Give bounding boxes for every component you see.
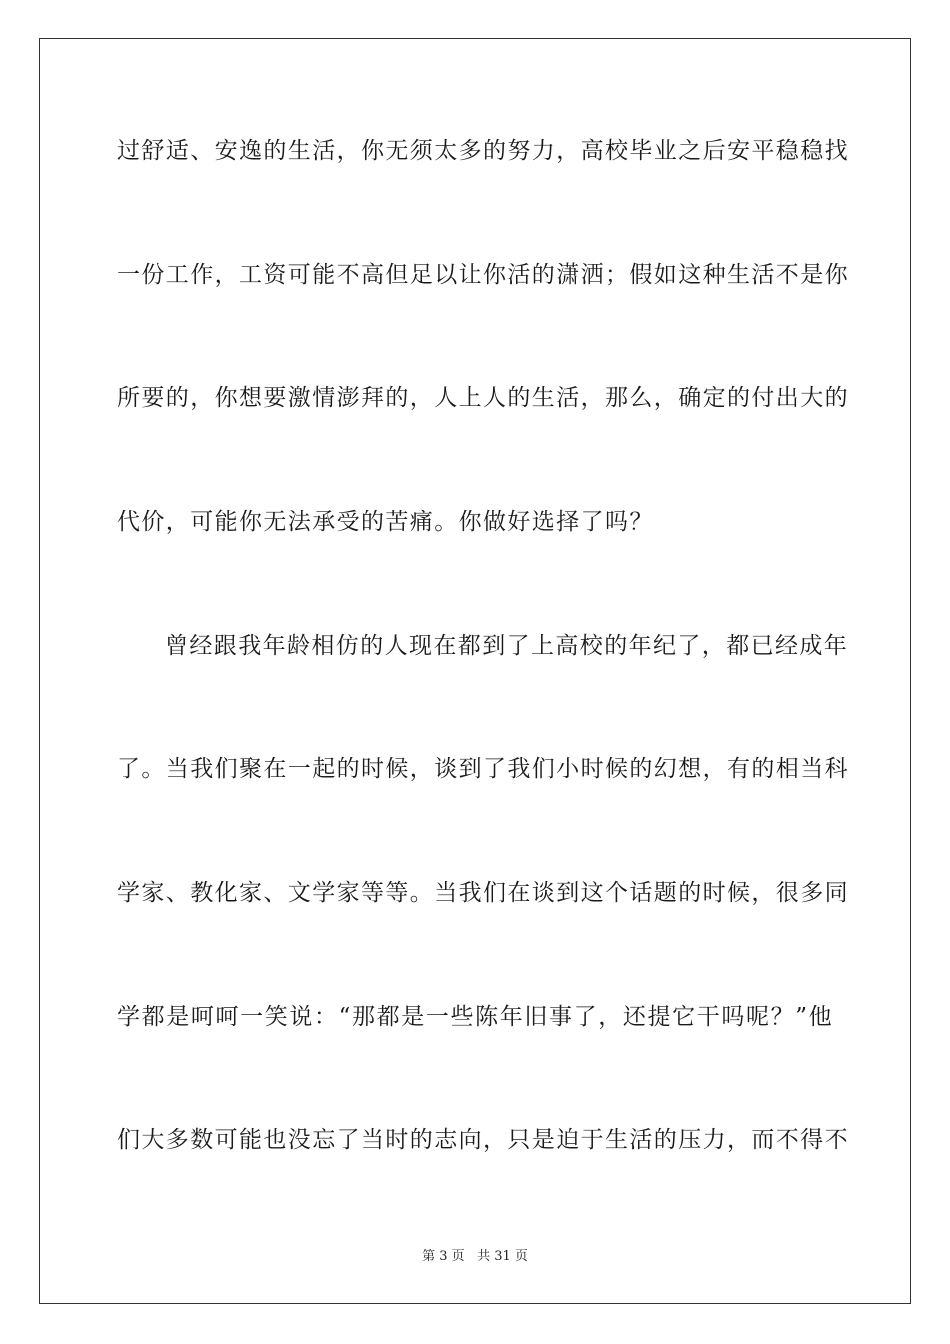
- paragraph-line-8: 学都是呵呵一笑说：“那都是一些陈年旧事了，还提它干吗呢？”他: [117, 1004, 833, 1030]
- paragraph-line-2: 一份工作，工资可能不高但足以让你活的潇洒；假如这种生活不是你: [117, 262, 849, 288]
- paragraph-line-7: 学家、教化家、文学家等等。当我们在谈到这个话题的时候，很多同: [117, 880, 849, 906]
- paragraph-line-4: 代价，可能你无法承受的苦痛。你做好选择了吗？: [117, 509, 654, 535]
- page-footer: [0, 1248, 950, 1266]
- page-number: 第 3 页: [422, 1249, 465, 1264]
- page-total: 共 31 页: [477, 1249, 528, 1264]
- paragraph-line-1: 过舒适、安逸的生活，你无须太多的努力，高校毕业之后安平稳稳找: [117, 138, 849, 164]
- page-border: [39, 38, 911, 1304]
- paragraph-line-9: 们大多数可能也没忘了当时的志向，只是迫于生活的压力，而不得不: [117, 1127, 849, 1153]
- paragraph-line-5: 曾经跟我年龄相仿的人现在都到了上高校的年纪了，都已经成年: [165, 633, 849, 659]
- paragraph-line-6: 了。当我们聚在一起的时候，谈到了我们小时候的幻想，有的相当科: [117, 756, 849, 782]
- paragraph-line-3: 所要的，你想要激情澎拜的，人上人的生活，那么，确定的付出大的: [117, 385, 849, 411]
